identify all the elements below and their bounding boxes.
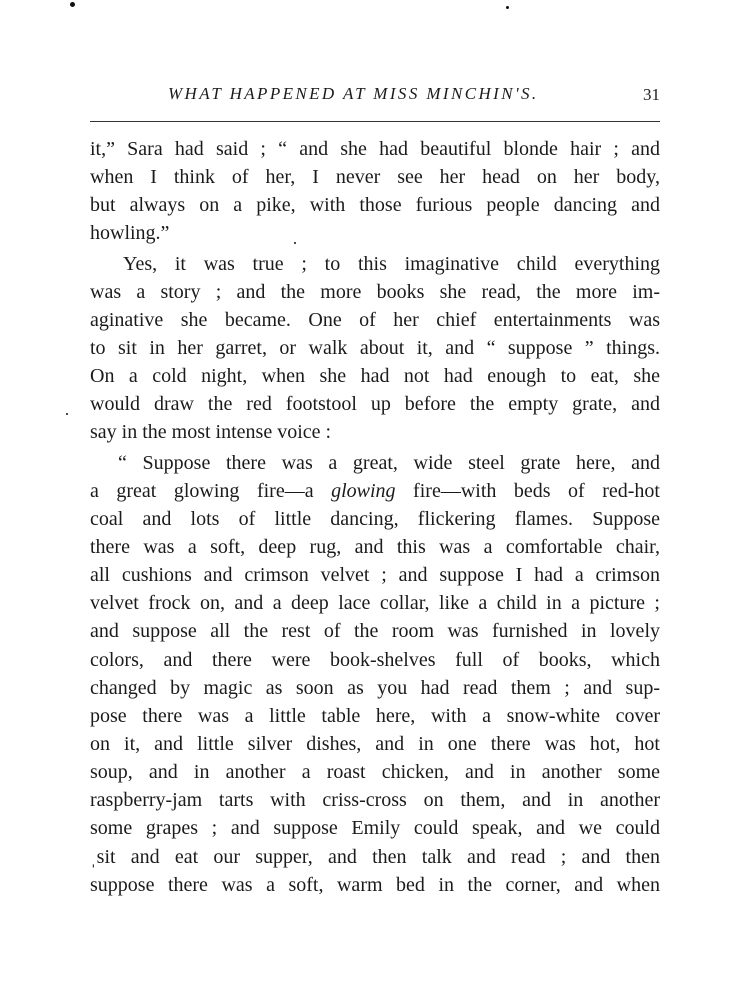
text-segment: a great glowing fire—a: [90, 479, 332, 502]
text-line: there was a soft, deep rug, and this was a comfortable chair,: [90, 535, 660, 558]
text-line: ˌsit and eat our supper, and then talk and read ; and then: [90, 845, 660, 868]
text-line: would draw the red footstool up before the empty grate, and: [90, 393, 660, 416]
page-number: 31: [643, 85, 660, 104]
text-line: coal and lots of little dancing, flickering flames. Suppose: [90, 507, 660, 530]
paragraph-first-line: “ Suppose there was a great, wide steel grate here, and: [118, 451, 660, 474]
paragraph-first-line: Yes, it was true ; to this imaginative child everything: [123, 252, 660, 275]
scan-speck: [506, 6, 509, 9]
text-line: On a cold night, when she had not had enough to eat, she: [90, 365, 660, 388]
text-line: say in the most intense voice :: [90, 421, 332, 444]
text-line: changed by magic as soon as you had read them ; and sup-: [90, 676, 660, 699]
text-line: aginative she became. One of her chief entertainments was: [90, 308, 660, 331]
italic-emphasis: glowing: [331, 479, 396, 502]
text-line: raspberry-jam tarts with criss-cross on them, and in another: [90, 789, 660, 812]
text-line: to sit in her garret, or walk about it, and “ suppose ” things.: [90, 336, 660, 359]
running-title: WHAT HAPPENED AT MISS MINCHIN'S.: [168, 84, 539, 103]
scan-speck: [70, 2, 75, 7]
text-line: was a story ; and the more books she read, the more im-: [90, 280, 660, 303]
scan-speck: [66, 413, 68, 415]
text-segment: fire—with beds of red-hot: [395, 479, 660, 502]
text-line: howling.”: [90, 222, 170, 245]
body-text: [90, 135, 660, 899]
text-line: but always on a pike, with those furious people dancing and: [90, 194, 660, 217]
header-rule: [90, 121, 660, 122]
page-header: [90, 82, 660, 112]
text-line: and suppose all the rest of the room was furnished in lovely: [90, 620, 660, 643]
text-line: it,” Sara had said ; “ and she had beautiful blonde hair ; and: [90, 138, 660, 160]
text-line: all cushions and crimson velvet ; and suppose I had a crimson: [90, 564, 660, 587]
text-line: colors, and there were book-shelves full of books, which: [90, 648, 660, 671]
text-line: suppose there was a soft, warm bed in the corner, and when: [90, 873, 660, 896]
text-line: some grapes ; and suppose Emily could speak, and we could: [90, 817, 660, 840]
text-line: when I think of her, I never see her head on her body,: [90, 166, 660, 189]
text-line: velvet frock on, and a deep lace collar, like a child in a picture ;: [90, 592, 660, 615]
text-line: pose there was a little table here, with a snow-white cover: [90, 704, 660, 727]
scan-speck: [294, 242, 296, 244]
text-line: on it, and little silver dishes, and in one there was hot, hot: [90, 732, 660, 755]
text-line: [90, 477, 660, 505]
text-line: soup, and in another a roast chicken, and in another some: [90, 761, 660, 784]
